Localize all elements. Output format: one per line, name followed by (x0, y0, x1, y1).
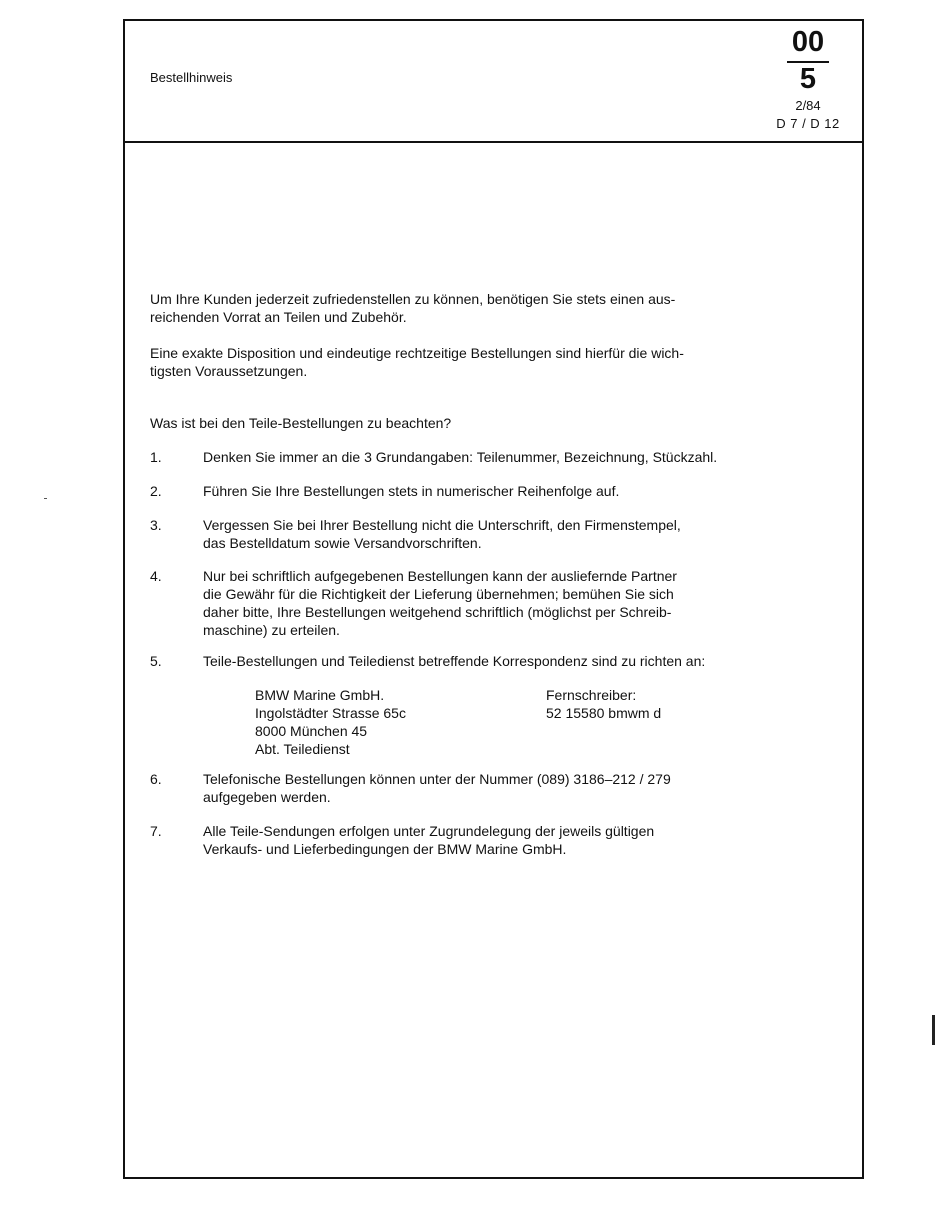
text-line: maschine) zu erteilen. (203, 622, 340, 638)
telex-number: 52 15580 bmwm d (546, 705, 662, 721)
text-line: das Bestelldatum sowie Versandvorschriften. (203, 535, 482, 551)
postal-address (255, 686, 495, 758)
text-line: Verkaufs- und Lieferbedingungen der BMW Marine GmbH. (203, 841, 567, 857)
text-line: Telefonische Bestellungen können unter der Nummer (089) 3186–212 / 279 (203, 771, 671, 787)
item-number: 6. (150, 771, 162, 787)
text-line: Alle Teile-Sendungen erfolgen unter Zugrundelegung der jeweils gültigen (203, 823, 655, 839)
document-title: Bestellhinweis (150, 70, 233, 85)
scan-speck (44, 498, 47, 499)
address-line: 8000 München 45 (255, 723, 368, 739)
address-line: BMW Marine GmbH. (255, 687, 385, 703)
issue-date: 2/84 (795, 98, 821, 113)
item-number: 7. (150, 823, 162, 839)
item-number: 2. (150, 483, 162, 499)
text-line: Nur bei schriftlich aufgegebenen Bestellungen kann der ausliefernde Partner (203, 568, 677, 584)
model-codes: D 7 / D 12 (776, 116, 840, 131)
text-line: daher bitte, Ihre Bestellungen weitgehend schriftlich (möglichst per Schreib- (203, 604, 672, 620)
telex-contact (546, 686, 746, 722)
address-line: Abt. Teiledienst (255, 741, 350, 757)
page-number: 5 (799, 63, 817, 95)
address-line: Ingolstädter Strasse 65c (255, 705, 406, 721)
item-number: 5. (150, 653, 162, 669)
text-line: aufgegeben werden. (203, 789, 331, 805)
text-line: Führen Sie Ihre Bestellungen stets in numerischer Reihenfolge auf. (203, 483, 620, 499)
question-heading: Was ist bei den Teile-Bestellungen zu beachten? (150, 415, 452, 431)
item-number: 1. (150, 449, 162, 465)
text-line: reichenden Vorrat an Teilen und Zubehör. (150, 309, 407, 325)
header-divider (125, 141, 862, 143)
text-line: die Gewähr für die Richtigkeit der Lieferung übernehmen; bemühen Sie sich (203, 586, 674, 602)
text-line: Um Ihre Kunden jederzeit zufriedenstellen zu können, benötigen Sie stets einen aus- (150, 291, 676, 307)
intro-paragraph-1 (150, 290, 770, 326)
telex-label: Fernschreiber: (546, 687, 637, 703)
item-number: 3. (150, 517, 162, 533)
text-line: Eine exakte Disposition und eindeutige rechtzeitige Bestellungen sind hierfür die wich- (150, 345, 684, 361)
intro-paragraph-2 (150, 344, 770, 380)
text-line: Vergessen Sie bei Ihrer Bestellung nicht die Unterschrift, den Firmenstempel, (203, 517, 681, 533)
item-number: 4. (150, 568, 162, 584)
text-line: Denken Sie immer an die 3 Grundangaben: Teilenummer, Bezeichnung, Stückzahl. (203, 449, 718, 465)
section-number: 00 (791, 26, 825, 58)
text-line: tigsten Voraussetzungen. (150, 363, 308, 379)
text-line: Teile-Bestellungen und Teiledienst betreffende Korrespondenz sind zu richten an: (203, 653, 706, 669)
